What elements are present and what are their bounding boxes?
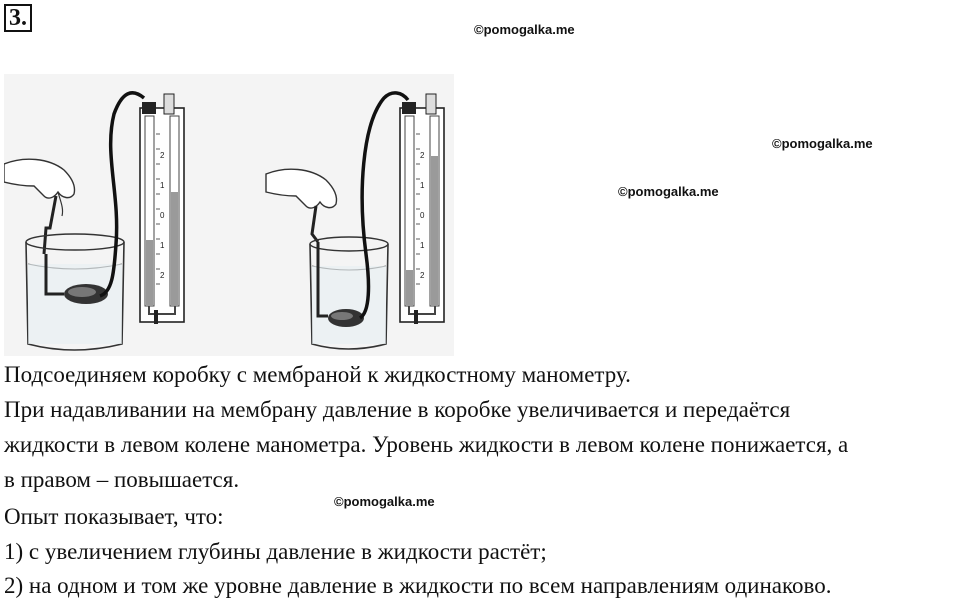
text-line-1: Подсоединяем коробку с мембраной к жидкостному манометру. [4, 362, 631, 387]
watermark: ©pomogalka.me [474, 22, 575, 37]
manometer-illustration [4, 74, 454, 356]
scale-tick-label: 2 [160, 151, 165, 160]
scale-tick-label: 2 [420, 151, 425, 160]
problem-number: 3. [4, 4, 32, 32]
text-line-2: При надавливании на мембрану давление в коробке увеличивается и передаётся [4, 397, 791, 422]
scale-tick-label: 2 [420, 271, 425, 280]
text-line-7: 2) на одном и том же уровне давление в жидкости по всем направлениям одинаково. [4, 573, 832, 598]
text-line-3: жидкости в левом колене манометра. Уровень жидкости в левом колене понижается, а [4, 432, 849, 457]
watermark: ©pomogalka.me [772, 136, 873, 151]
text-line-6: 1) с увеличением глубины давление в жидкости растёт; [4, 539, 547, 564]
text-line-5: Опыт показывает, что: [4, 504, 224, 529]
watermark: ©pomogalka.me [618, 184, 719, 199]
text-line-4: в правом – повышается. [4, 467, 240, 492]
scale-tick-label: 0 [420, 211, 425, 220]
watermark: ©pomogalka.me [334, 494, 435, 509]
scale-tick-label: 2 [160, 271, 165, 280]
scale-tick-label: 1 [160, 241, 165, 250]
scale-tick-label: 1 [420, 241, 425, 250]
scale-tick-label: 1 [160, 181, 165, 190]
scale-tick-label: 1 [420, 181, 425, 190]
scale-tick-label: 0 [160, 211, 165, 220]
